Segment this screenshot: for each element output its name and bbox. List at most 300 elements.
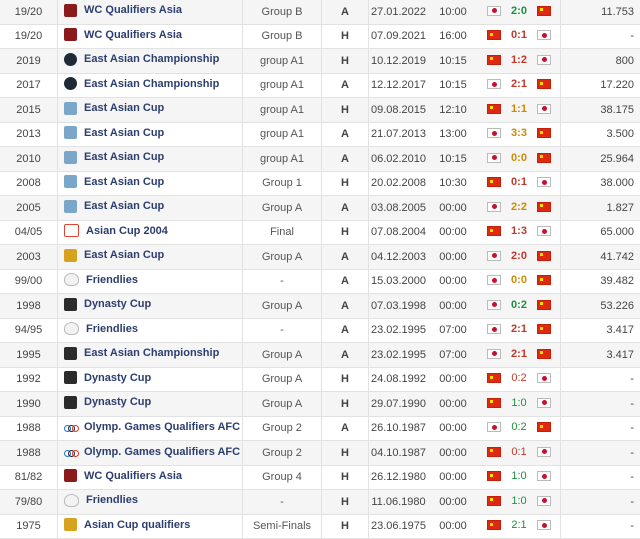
competition-link[interactable]: East Asian Cup (84, 249, 165, 262)
venue-cell (322, 343, 369, 368)
table-row[interactable] (0, 343, 640, 368)
time-text: 10:15 (439, 79, 467, 92)
home-team-flag-icon (487, 496, 501, 506)
result-cell[interactable] (478, 416, 561, 441)
table-row[interactable] (0, 367, 640, 392)
attendance-text: - (630, 373, 634, 386)
season-text: 2013 (16, 128, 41, 141)
attendance-cell (561, 343, 640, 368)
match-score-link[interactable]: 0:0 (511, 274, 527, 287)
venue-text: H (341, 397, 349, 410)
table-row[interactable] (0, 514, 640, 539)
away-team-flag-icon (537, 373, 551, 383)
season-text: 99/00 (14, 275, 43, 288)
table-row[interactable] (0, 465, 640, 490)
attendance-text: 17.220 (600, 79, 634, 92)
competition-cell[interactable] (58, 0, 243, 24)
round-cell (243, 343, 322, 368)
venue-text: A (341, 275, 349, 288)
venue-text: A (341, 324, 349, 337)
table-row[interactable] (0, 245, 640, 270)
season-text: 1990 (16, 397, 41, 410)
attendance-cell (561, 367, 640, 392)
competition-cell[interactable] (58, 514, 243, 539)
away-team-flag-icon (537, 300, 551, 310)
round-text: Group A (261, 373, 303, 386)
date-text: 11.06.1980 (371, 495, 426, 508)
match-score-link[interactable]: 0:0 (511, 151, 527, 164)
venue-text: H (341, 373, 349, 386)
table-row[interactable] (0, 122, 640, 147)
result-cell[interactable] (478, 147, 561, 172)
round-cell (243, 24, 322, 49)
time-text: 16:00 (439, 30, 467, 43)
competition-cell[interactable] (58, 196, 243, 221)
match-score-link[interactable]: 1:0 (511, 470, 527, 483)
date-text: 24.08.1992 (370, 373, 427, 386)
competition-link[interactable]: Olymp. Games Qualifiers AFC (84, 445, 241, 458)
venue-cell (322, 0, 369, 24)
competition-cell[interactable] (58, 245, 243, 270)
date-text: 07.08.2004 (370, 226, 427, 239)
round-text: group A1 (259, 79, 305, 92)
competition-link[interactable]: WC Qualifiers Asia (84, 469, 183, 482)
season-text: 2003 (16, 250, 41, 263)
away-team-flag-icon (537, 447, 551, 457)
round-text: Group B (261, 5, 303, 18)
competition-logo-icon (64, 494, 79, 507)
away-team-flag-icon (537, 349, 551, 359)
round-text: group A1 (259, 128, 305, 141)
attendance-text: - (630, 471, 634, 484)
date-text: 10.12.2019 (370, 54, 427, 67)
competition-cell[interactable] (58, 343, 243, 368)
match-score-link[interactable]: 0:1 (511, 29, 527, 42)
time-cell (428, 318, 478, 343)
time-cell (428, 514, 478, 539)
season-cell (0, 318, 58, 343)
time-cell (428, 98, 478, 123)
competition-link[interactable]: Dynasty Cup (84, 298, 152, 311)
result-cell[interactable] (478, 98, 561, 123)
competition-logo-icon (64, 175, 77, 188)
round-text: Group A (261, 299, 303, 312)
season-cell (0, 147, 58, 172)
competition-cell[interactable] (58, 294, 243, 319)
venue-cell (322, 514, 369, 539)
match-score-link[interactable]: 1:3 (511, 225, 527, 238)
result-cell[interactable] (478, 73, 561, 98)
competition-cell[interactable] (58, 392, 243, 417)
season-text: 1998 (16, 299, 41, 312)
date-text: 29.07.1990 (370, 397, 427, 410)
time-text: 10:15 (439, 54, 467, 67)
season-cell (0, 49, 58, 74)
competition-link[interactable]: East Asian Cup (84, 126, 165, 139)
date-cell (369, 441, 429, 466)
attendance-text: 65.000 (600, 226, 634, 239)
table-row[interactable] (0, 0, 640, 24)
date-cell (369, 98, 429, 123)
attendance-text: 3.500 (606, 128, 634, 141)
venue-cell (322, 171, 369, 196)
result-cell[interactable] (478, 294, 561, 319)
result-cell[interactable] (478, 171, 561, 196)
result-cell[interactable] (478, 269, 561, 294)
date-cell (369, 220, 429, 245)
competition-cell[interactable] (58, 441, 243, 466)
competition-logo-icon (64, 347, 77, 360)
venue-text: A (341, 348, 349, 361)
competition-cell[interactable] (58, 416, 243, 441)
season-cell (0, 269, 58, 294)
round-text: group A1 (259, 152, 305, 165)
round-text: Group A (261, 250, 303, 263)
venue-text: H (341, 177, 349, 190)
match-score-link[interactable]: 2:2 (511, 200, 527, 213)
season-cell (0, 294, 58, 319)
round-cell (243, 98, 322, 123)
result-cell[interactable] (478, 196, 561, 221)
competition-logo-icon (64, 28, 77, 41)
attendance-cell (561, 269, 640, 294)
match-score-link[interactable]: 1:0 (511, 396, 527, 409)
date-text: 23.02.1995 (370, 324, 427, 337)
competition-link[interactable]: East Asian Championship (84, 347, 220, 360)
season-cell (0, 122, 58, 147)
round-text: Group A (261, 348, 303, 361)
home-team-flag-icon (487, 79, 501, 89)
away-team-flag-icon (537, 520, 551, 530)
time-cell (428, 0, 478, 24)
away-team-flag-icon (537, 128, 551, 138)
attendance-cell (561, 73, 640, 98)
match-score-link[interactable]: 0:2 (511, 298, 527, 311)
season-cell (0, 24, 58, 49)
time-text: 00:00 (439, 275, 467, 288)
competition-cell[interactable] (58, 147, 243, 172)
competition-cell[interactable] (58, 122, 243, 147)
season-cell (0, 367, 58, 392)
season-cell (0, 392, 58, 417)
away-team-flag-icon (537, 6, 551, 16)
match-score-link[interactable]: 2:1 (511, 347, 527, 360)
home-team-flag-icon (487, 373, 501, 383)
time-cell (428, 147, 478, 172)
attendance-text: 11.753 (601, 5, 634, 18)
table-row[interactable] (0, 392, 640, 417)
season-cell (0, 514, 58, 539)
season-cell (0, 490, 58, 515)
venue-text: A (341, 422, 349, 435)
table-row[interactable] (0, 147, 640, 172)
table-row[interactable] (0, 196, 640, 221)
time-cell (428, 367, 478, 392)
date-cell (369, 392, 429, 417)
date-text: 26.12.1980 (370, 471, 427, 484)
home-team-flag-icon (487, 55, 501, 65)
competition-link[interactable]: Asian Cup qualifiers (84, 518, 191, 531)
season-cell (0, 171, 58, 196)
match-score-link[interactable]: 0:1 (511, 445, 527, 458)
time-cell (428, 220, 478, 245)
home-team-flag-icon (487, 128, 501, 138)
competition-cell[interactable] (58, 490, 243, 515)
competition-logo-icon (64, 424, 77, 432)
table-row[interactable] (0, 490, 640, 515)
table-row[interactable] (0, 73, 640, 98)
date-cell (369, 490, 429, 515)
away-team-flag-icon (537, 275, 551, 285)
competition-cell[interactable] (58, 73, 243, 98)
competition-link[interactable]: Asian Cup 2004 (86, 224, 168, 237)
competition-logo-icon (64, 53, 77, 66)
venue-cell (322, 220, 369, 245)
away-team-flag-icon (537, 422, 551, 432)
competition-link[interactable]: East Asian Championship (84, 53, 220, 66)
time-cell (428, 343, 478, 368)
competition-link[interactable]: East Asian Cup (84, 200, 165, 213)
match-score-link[interactable]: 1:2 (511, 53, 527, 66)
result-cell[interactable] (478, 318, 561, 343)
competition-link[interactable]: East Asian Championship (84, 77, 220, 90)
home-team-flag-icon (487, 520, 501, 530)
date-cell (369, 196, 429, 221)
season-text: 2010 (16, 152, 41, 165)
result-cell[interactable] (478, 122, 561, 147)
time-text: 00:00 (439, 520, 467, 533)
season-text: 04/05 (14, 226, 43, 239)
home-team-flag-icon (487, 177, 501, 187)
time-text: 13:00 (439, 128, 467, 141)
table-row[interactable] (0, 441, 640, 466)
venue-text: A (341, 201, 349, 214)
competition-link[interactable]: Dynasty Cup (84, 371, 152, 384)
date-cell (369, 73, 429, 98)
date-cell (369, 171, 429, 196)
venue-cell (322, 269, 369, 294)
competition-logo-icon (64, 322, 79, 335)
round-text: - (280, 495, 284, 508)
competition-logo-icon (64, 126, 77, 139)
away-team-flag-icon (537, 177, 551, 187)
attendance-text: 41.742 (600, 250, 634, 263)
round-cell (243, 147, 322, 172)
attendance-text: 38.175 (600, 103, 634, 116)
match-score-link[interactable]: 1:1 (511, 102, 527, 115)
date-text: 26.10.1987 (370, 422, 427, 435)
season-text: 1975 (16, 520, 41, 533)
competition-cell[interactable] (58, 367, 243, 392)
competition-link[interactable]: East Asian Cup (84, 175, 165, 188)
table-row[interactable] (0, 49, 640, 74)
match-score-link[interactable]: 3:3 (511, 127, 527, 140)
table-row[interactable] (0, 269, 640, 294)
round-text: Group 2 (262, 446, 302, 459)
match-score-link[interactable]: 2:1 (511, 323, 527, 336)
competition-cell[interactable] (58, 24, 243, 49)
match-score-link[interactable]: 0:2 (511, 421, 527, 434)
venue-cell (322, 367, 369, 392)
match-score-link[interactable]: 2:0 (511, 4, 527, 17)
away-team-flag-icon (537, 496, 551, 506)
competition-link[interactable]: Dynasty Cup (84, 396, 152, 409)
competition-link[interactable]: WC Qualifiers Asia (84, 4, 183, 17)
time-cell (428, 294, 478, 319)
venue-cell (322, 98, 369, 123)
table-row[interactable] (0, 294, 640, 319)
date-cell (369, 318, 429, 343)
time-text: 00:00 (439, 471, 467, 484)
result-cell[interactable] (478, 245, 561, 270)
result-cell[interactable] (478, 465, 561, 490)
table-row[interactable] (0, 98, 640, 123)
result-cell[interactable] (478, 392, 561, 417)
home-team-flag-icon (487, 324, 501, 334)
time-text: 07:00 (439, 324, 467, 337)
time-text: 12:10 (439, 103, 467, 116)
venue-text: H (341, 495, 349, 508)
competition-link[interactable]: Friendlies (86, 322, 138, 335)
match-score-link[interactable]: 2:1 (511, 519, 527, 532)
round-cell (243, 269, 322, 294)
competition-logo-icon (64, 273, 79, 286)
date-text: 06.02.2010 (370, 152, 427, 165)
result-cell[interactable] (478, 490, 561, 515)
time-cell (428, 392, 478, 417)
date-cell (369, 367, 429, 392)
competition-cell[interactable] (58, 318, 243, 343)
venue-text: H (341, 54, 349, 67)
venue-text: H (341, 471, 349, 484)
competition-cell[interactable] (58, 465, 243, 490)
competition-link[interactable]: Friendlies (86, 494, 138, 507)
competition-link[interactable]: Olymp. Games Qualifiers AFC (84, 421, 241, 434)
competition-link[interactable]: Friendlies (86, 273, 138, 286)
season-cell (0, 196, 58, 221)
competition-link[interactable]: WC Qualifiers Asia (84, 28, 183, 41)
round-text: Group B (261, 30, 303, 43)
table-row[interactable] (0, 171, 640, 196)
competition-logo-icon (64, 249, 77, 262)
attendance-cell (561, 465, 640, 490)
result-cell[interactable] (478, 441, 561, 466)
competition-link[interactable]: East Asian Cup (84, 151, 165, 164)
result-cell[interactable] (478, 514, 561, 539)
attendance-text: 38.000 (600, 177, 634, 190)
attendance-cell (561, 98, 640, 123)
away-team-flag-icon (537, 251, 551, 261)
date-text: 03.08.2005 (370, 201, 427, 214)
result-cell[interactable] (478, 0, 561, 24)
attendance-cell (561, 441, 640, 466)
venue-cell (322, 294, 369, 319)
season-cell (0, 441, 58, 466)
round-cell (243, 392, 322, 417)
date-text: 27.01.2022 (370, 5, 427, 18)
round-text: Semi-Finals (252, 520, 312, 533)
time-cell (428, 269, 478, 294)
competition-cell[interactable] (58, 220, 243, 245)
round-text: - (280, 324, 284, 337)
season-cell (0, 98, 58, 123)
season-text: 1988 (16, 422, 41, 435)
home-team-flag-icon (487, 153, 501, 163)
date-cell (369, 416, 429, 441)
round-text: Group A (261, 397, 303, 410)
competition-logo-icon (64, 371, 77, 384)
result-cell[interactable] (478, 220, 561, 245)
match-score-link[interactable]: 2:1 (511, 78, 527, 91)
date-text: 23.02.1995 (370, 348, 427, 361)
table-row[interactable] (0, 416, 640, 441)
competition-cell[interactable] (58, 171, 243, 196)
date-text: 20.02.2008 (370, 177, 427, 190)
attendance-cell (561, 220, 640, 245)
attendance-text: - (630, 495, 634, 508)
time-cell (428, 490, 478, 515)
table-row[interactable] (0, 24, 640, 49)
match-score-link[interactable]: 2:0 (511, 249, 527, 262)
season-text: 19/20 (14, 30, 43, 43)
season-cell (0, 343, 58, 368)
competition-cell[interactable] (58, 98, 243, 123)
time-cell (428, 73, 478, 98)
date-cell (369, 465, 429, 490)
home-team-flag-icon (487, 300, 501, 310)
competition-link[interactable]: East Asian Cup (84, 102, 165, 115)
time-text: 10:30 (439, 177, 467, 190)
away-team-flag-icon (537, 471, 551, 481)
attendance-cell (561, 318, 640, 343)
table-row[interactable] (0, 220, 640, 245)
time-text: 10:15 (439, 152, 467, 165)
result-cell[interactable] (478, 49, 561, 74)
attendance-text: 39.482 (600, 275, 634, 288)
result-cell[interactable] (478, 367, 561, 392)
away-team-flag-icon (537, 79, 551, 89)
result-cell[interactable] (478, 24, 561, 49)
venue-text: H (341, 30, 349, 43)
round-cell (243, 245, 322, 270)
time-text: 00:00 (439, 226, 467, 239)
date-cell (369, 147, 429, 172)
competition-logo-icon (64, 518, 77, 531)
date-cell (369, 343, 429, 368)
time-text: 00:00 (439, 201, 467, 214)
season-text: 79/80 (14, 495, 43, 508)
season-text: 2015 (16, 103, 41, 116)
round-text: Group 1 (262, 177, 302, 190)
match-score-link[interactable]: 1:0 (511, 494, 527, 507)
time-text: 07:00 (439, 348, 467, 361)
match-score-link[interactable]: 0:1 (511, 176, 527, 189)
time-text: 10:00 (439, 5, 467, 18)
attendance-text: - (630, 520, 634, 533)
competition-logo-icon (64, 469, 77, 482)
venue-cell (322, 24, 369, 49)
table-row[interactable] (0, 318, 640, 343)
match-score-link[interactable]: 0:2 (511, 372, 527, 385)
result-cell[interactable] (478, 343, 561, 368)
competition-cell[interactable] (58, 269, 243, 294)
season-text: 94/95 (14, 324, 43, 337)
competition-logo-icon (64, 102, 77, 115)
attendance-text: - (630, 397, 634, 410)
venue-text: H (341, 520, 349, 533)
competition-cell[interactable] (58, 49, 243, 74)
round-cell (243, 196, 322, 221)
